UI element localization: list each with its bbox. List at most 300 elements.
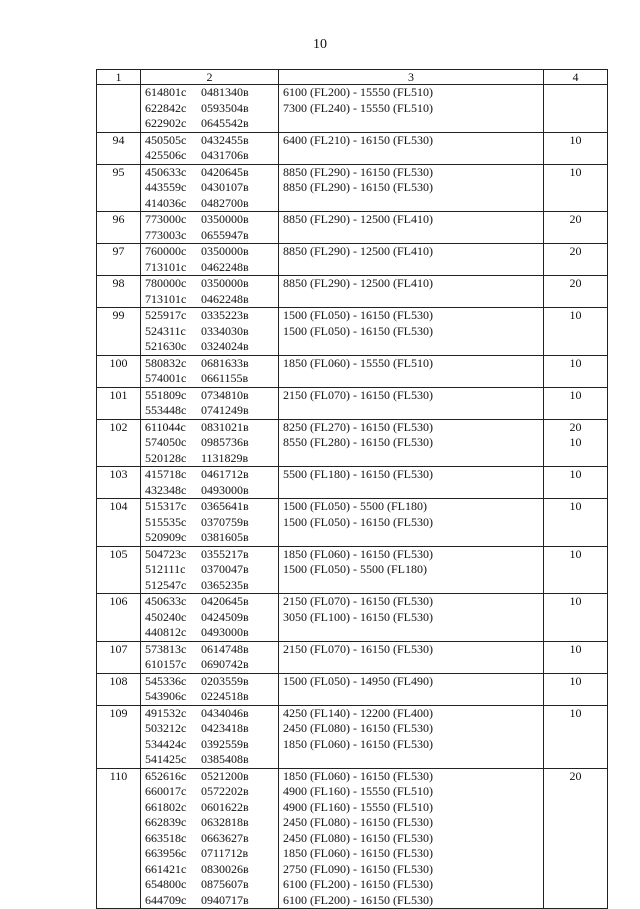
latitude: 773003c <box>145 227 187 242</box>
latitude: 661421c <box>145 861 187 876</box>
coordinate-pair <box>145 706 274 722</box>
row-number: 95 <box>97 164 141 212</box>
value: 10 <box>569 435 582 449</box>
coordinates-cell <box>141 594 279 642</box>
altitude-cell <box>279 499 544 547</box>
longitude: 0423418в <box>201 721 249 735</box>
latitude: 503212c <box>145 721 187 735</box>
altitude-range: 1500 (FL050) - 5500 (FL180) <box>283 499 427 513</box>
longitude: 0434046в <box>201 705 249 720</box>
coordinates-cell <box>141 419 279 467</box>
coordinate-pair <box>145 292 274 308</box>
row-number: 105 <box>97 546 141 594</box>
coordinate-pair <box>145 483 274 499</box>
value: 10 <box>569 467 582 481</box>
value-cell <box>544 164 608 212</box>
latitude: 515535c <box>145 514 187 529</box>
coordinate-pair <box>145 674 274 690</box>
altitude-cell <box>279 387 544 419</box>
latitude: 450633c <box>145 594 187 608</box>
table-row <box>97 212 608 244</box>
latitude: 713101c <box>145 291 187 306</box>
latitude: 520128c <box>145 450 187 465</box>
latitude: 551809c <box>145 387 187 402</box>
latitude: 415718c <box>145 467 187 481</box>
table-row <box>97 467 608 499</box>
longitude: 0420645в <box>201 164 249 179</box>
longitude: 0741249в <box>201 403 249 417</box>
coordinates-cell <box>141 244 279 276</box>
coordinate-pair <box>145 339 274 355</box>
longitude: 0350000в <box>201 244 249 258</box>
altitude-range: 1850 (FL060) - 16150 (FL530) <box>283 546 433 561</box>
longitude: 0593504в <box>201 100 249 115</box>
altitude-cell <box>279 546 544 594</box>
latitude: 545336c <box>145 673 187 688</box>
coordinate-pair <box>145 893 274 909</box>
row-number: 100 <box>97 355 141 387</box>
coordinate-pair <box>145 133 274 149</box>
value: 20 <box>569 276 582 290</box>
value: 10 <box>569 132 582 147</box>
latitude: 541425c <box>145 752 187 766</box>
latitude: 450633c <box>145 164 187 179</box>
row-number: 109 <box>97 705 141 768</box>
altitude-range: 1850 (FL060) - 16150 (FL530) <box>283 736 433 751</box>
row-number: 97 <box>97 244 141 276</box>
table-row <box>97 308 608 356</box>
altitude-range: 8850 (FL290) - 12500 (FL410) <box>283 244 433 258</box>
altitude-range: 1500 (FL050) - 14950 (FL490) <box>283 673 433 688</box>
coordinate-pair <box>145 276 274 292</box>
table-row <box>97 164 608 212</box>
value-cell <box>544 212 608 244</box>
row-number: 104 <box>97 499 141 547</box>
coordinates-cell <box>141 768 279 909</box>
altitude-range: 4250 (FL140) - 12200 (FL400) <box>283 705 433 720</box>
altitude-cell <box>279 212 544 244</box>
table-row <box>97 673 608 705</box>
altitude-range: 1500 (FL050) - 5500 (FL180) <box>283 562 427 576</box>
altitude-cell <box>279 355 544 387</box>
value-cell <box>544 132 608 164</box>
altitude-range: 3050 (FL100) - 16150 (FL530) <box>283 609 433 624</box>
coordinate-pair <box>145 467 274 483</box>
altitude-range: 7300 (FL240) - 15550 (FL510) <box>283 100 433 115</box>
latitude: 610157c <box>145 657 187 671</box>
coordinates-cell <box>141 308 279 356</box>
latitude: 553448c <box>145 403 187 417</box>
value-cell <box>544 768 608 909</box>
latitude: 521630c <box>145 339 187 353</box>
latitude: 654800c <box>145 877 187 891</box>
value-cell <box>544 673 608 705</box>
table-row <box>97 546 608 594</box>
row-number: 94 <box>97 132 141 164</box>
longitude: 0334030в <box>201 323 249 338</box>
latitude: 773000c <box>145 212 187 226</box>
coordinates-cell <box>141 499 279 547</box>
latitude: 491532c <box>145 705 187 720</box>
row-number: 102 <box>97 419 141 467</box>
longitude: 0424509в <box>201 609 249 624</box>
coordinate-pair <box>145 116 274 132</box>
value: 20 <box>569 212 582 226</box>
latitude: 614801c <box>145 85 187 99</box>
longitude: 0985736в <box>201 435 249 449</box>
latitude: 622842c <box>145 100 187 115</box>
value: 10 <box>569 594 582 608</box>
coordinates-cell <box>141 705 279 768</box>
altitude-cell <box>279 132 544 164</box>
longitude: 0365641в <box>201 499 249 513</box>
value-cell <box>544 499 608 547</box>
altitude-cell <box>279 276 544 308</box>
row-number: 103 <box>97 467 141 499</box>
longitude: 0645542в <box>201 116 249 130</box>
coordinate-pair <box>145 388 274 404</box>
table-header-row <box>97 70 608 85</box>
value-cell <box>544 355 608 387</box>
coordinate-pair <box>145 657 274 673</box>
longitude: 0875607в <box>201 877 249 891</box>
value: 10 <box>569 499 582 513</box>
row-number: 101 <box>97 387 141 419</box>
coordinate-pair <box>145 101 274 117</box>
table-row <box>97 705 608 768</box>
coordinates-cell <box>141 164 279 212</box>
coordinates-cell <box>141 641 279 673</box>
table-row <box>97 244 608 276</box>
coordinate-pair <box>145 196 274 212</box>
longitude: 0365235в <box>201 577 249 592</box>
longitude: 0392559в <box>201 736 249 751</box>
row-number: 99 <box>97 308 141 356</box>
value: 10 <box>569 705 582 720</box>
coordinate-pair <box>145 547 274 563</box>
row-number: 106 <box>97 594 141 642</box>
longitude: 0335223в <box>201 308 249 322</box>
value: 10 <box>569 673 582 688</box>
value: 10 <box>569 355 582 370</box>
altitude-cell <box>279 673 544 705</box>
coordinates-cell <box>141 212 279 244</box>
coordinate-pair <box>145 578 274 594</box>
value-cell <box>544 467 608 499</box>
latitude: 611044c <box>145 419 186 434</box>
value: 10 <box>569 308 582 322</box>
altitude-range: 2750 (FL090) - 16150 (FL530) <box>283 861 433 876</box>
latitude: 432348c <box>145 482 187 497</box>
coordinates-cell <box>141 355 279 387</box>
table-row <box>97 85 608 133</box>
altitude-range: 2150 (FL070) - 16150 (FL530) <box>283 641 433 656</box>
coordinate-pair <box>145 846 274 862</box>
altitude-range: 1850 (FL060) - 15550 (FL510) <box>283 355 433 370</box>
coordinate-pair <box>145 752 274 768</box>
altitude-range: 6100 (FL200) - 16150 (FL530) <box>283 877 433 891</box>
latitude: 443559c <box>145 180 187 194</box>
table-row <box>97 594 608 642</box>
value-cell <box>544 594 608 642</box>
value-cell <box>544 308 608 356</box>
latitude: 512111c <box>145 562 186 576</box>
longitude: 0432455в <box>201 132 249 147</box>
coordinates-cell <box>141 387 279 419</box>
value: 20 <box>569 419 582 434</box>
latitude: 574050c <box>145 435 187 449</box>
longitude: 0661155в <box>201 371 249 385</box>
value: 10 <box>569 387 582 402</box>
longitude: 0203559в <box>201 673 249 688</box>
column-header: 1 <box>97 70 141 85</box>
longitude: 0481340в <box>201 85 249 99</box>
coordinate-pair <box>145 877 274 893</box>
coordinates-cell <box>141 467 279 499</box>
coordinates-cell <box>141 546 279 594</box>
coordinate-pair <box>145 244 274 260</box>
coordinate-pair <box>145 260 274 276</box>
coordinate-pair <box>145 831 274 847</box>
latitude: 760000c <box>145 244 187 258</box>
longitude: 0655947в <box>201 227 249 242</box>
latitude: 534424c <box>145 736 187 751</box>
coordinate-pair <box>145 530 274 546</box>
longitude: 0521200в <box>201 768 249 783</box>
latitude: 573813c <box>145 641 187 656</box>
coordinate-pair <box>145 689 274 705</box>
value-cell <box>544 546 608 594</box>
coordinate-pair <box>145 800 274 816</box>
longitude: 0690742в <box>201 657 249 671</box>
altitude-cell <box>279 419 544 467</box>
altitude-cell <box>279 244 544 276</box>
altitude-range: 8250 (FL270) - 16150 (FL530) <box>283 419 433 434</box>
coordinate-pair <box>145 148 274 164</box>
latitude: 662839c <box>145 815 187 829</box>
table-row <box>97 276 608 308</box>
longitude: 0601622в <box>201 799 249 814</box>
latitude: 663518c <box>145 830 187 845</box>
latitude: 450505c <box>145 132 187 147</box>
coordinate-pair <box>145 737 274 753</box>
value: 10 <box>569 164 582 179</box>
latitude: 524311c <box>145 323 186 338</box>
row-number: 98 <box>97 276 141 308</box>
value-cell <box>544 85 608 133</box>
altitude-range: 1500 (FL050) - 16150 (FL530) <box>283 323 433 338</box>
latitude: 512547c <box>145 577 187 592</box>
altitude-range: 8850 (FL290) - 16150 (FL530) <box>283 164 433 179</box>
coordinate-pair <box>145 165 274 181</box>
longitude: 0385408в <box>201 752 249 766</box>
latitude: 543906c <box>145 689 187 703</box>
value-cell <box>544 387 608 419</box>
longitude: 0420645в <box>201 594 249 608</box>
value-cell <box>544 419 608 467</box>
latitude: 414036c <box>145 195 187 210</box>
value-cell <box>544 244 608 276</box>
coordinate-pair <box>145 515 274 531</box>
coordinate-pair <box>145 499 274 515</box>
altitude-cell <box>279 705 544 768</box>
latitude: 580832c <box>145 355 187 370</box>
coordinate-pair <box>145 815 274 831</box>
latitude: 425506c <box>145 148 187 162</box>
longitude: 0482700в <box>201 195 249 210</box>
coordinate-pair <box>145 435 274 451</box>
altitude-range: 5500 (FL180) - 16150 (FL530) <box>283 467 433 481</box>
coordinate-pair <box>145 356 274 372</box>
latitude: 515317c <box>145 499 187 513</box>
latitude: 661802c <box>145 799 187 814</box>
table-row <box>97 641 608 673</box>
table-row <box>97 419 608 467</box>
coordinate-pair <box>145 451 274 467</box>
value: 10 <box>569 546 582 561</box>
altitude-range: 2450 (FL080) - 16150 (FL530) <box>283 815 433 829</box>
column-header: 2 <box>141 70 279 85</box>
latitude: 525917c <box>145 308 187 322</box>
table-row <box>97 768 608 909</box>
longitude: 0355217в <box>201 546 249 561</box>
latitude: 713101c <box>145 259 187 274</box>
coordinates-cell <box>141 85 279 133</box>
table-row <box>97 355 608 387</box>
coordinates-cell <box>141 276 279 308</box>
value-cell <box>544 641 608 673</box>
longitude: 0224518в <box>201 689 249 703</box>
altitude-range: 8850 (FL290) - 12500 (FL410) <box>283 212 433 226</box>
row-number: 96 <box>97 212 141 244</box>
coordinate-pair <box>145 180 274 196</box>
longitude: 0830026в <box>201 861 249 876</box>
longitude: 0381605в <box>201 530 249 544</box>
altitude-range: 4900 (FL160) - 15550 (FL510) <box>283 784 433 798</box>
latitude: 780000c <box>145 276 187 290</box>
longitude: 0572202в <box>201 784 249 798</box>
altitude-cell <box>279 594 544 642</box>
table-row <box>97 499 608 547</box>
value-cell <box>544 276 608 308</box>
longitude: 0493000в <box>201 482 249 497</box>
altitude-cell <box>279 641 544 673</box>
table-row <box>97 132 608 164</box>
altitude-range: 6100 (FL200) - 15550 (FL510) <box>283 85 433 99</box>
altitude-range: 8850 (FL290) - 16150 (FL530) <box>283 180 433 194</box>
latitude: 652616c <box>145 768 187 783</box>
altitude-range: 6400 (FL210) - 16150 (FL530) <box>283 132 433 147</box>
column-header: 4 <box>544 70 608 85</box>
table-row <box>97 387 608 419</box>
longitude: 0324024в <box>201 339 249 353</box>
longitude: 0940717в <box>201 892 249 907</box>
coordinate-pair <box>145 420 274 436</box>
latitude: 520909c <box>145 530 187 544</box>
coordinates-cell <box>141 132 279 164</box>
altitude-range: 2450 (FL080) - 16150 (FL530) <box>283 830 433 845</box>
table-body <box>97 85 608 909</box>
altitude-range: 4900 (FL160) - 15550 (FL510) <box>283 799 433 814</box>
coordinate-pair <box>145 862 274 878</box>
coordinate-pair <box>145 562 274 578</box>
altitude-cell <box>279 768 544 909</box>
value: 10 <box>569 641 582 656</box>
airspace-table <box>96 69 608 909</box>
coordinate-pair <box>145 610 274 626</box>
longitude: 0370759в <box>201 514 249 529</box>
latitude: 660017c <box>145 784 187 798</box>
value: 20 <box>569 768 582 783</box>
coordinate-pair <box>145 594 274 610</box>
altitude-range: 1850 (FL060) - 16150 (FL530) <box>283 846 433 860</box>
coordinate-pair <box>145 228 274 244</box>
row-number: 110 <box>97 768 141 909</box>
longitude: 1131829в <box>201 450 249 465</box>
longitude: 0681633в <box>201 355 249 370</box>
longitude: 0462248в <box>201 291 249 306</box>
coordinate-pair <box>145 85 274 101</box>
coordinate-pair <box>145 642 274 658</box>
longitude: 0614748в <box>201 641 249 656</box>
value-cell <box>544 705 608 768</box>
altitude-range: 1500 (FL050) - 16150 (FL530) <box>283 308 433 322</box>
longitude: 0493000в <box>201 625 249 639</box>
row-number <box>97 85 141 133</box>
latitude: 450240c <box>145 609 187 624</box>
longitude: 0462248в <box>201 259 249 274</box>
altitude-range: 1500 (FL050) - 16150 (FL530) <box>283 514 433 529</box>
longitude: 0711712в <box>201 846 249 860</box>
latitude: 663956c <box>145 846 187 860</box>
coordinate-pair <box>145 324 274 340</box>
altitude-range: 1850 (FL060) - 16150 (FL530) <box>283 768 433 783</box>
coordinate-pair <box>145 403 274 419</box>
coordinate-pair <box>145 625 274 641</box>
row-number: 108 <box>97 673 141 705</box>
coordinate-pair <box>145 308 274 324</box>
longitude: 0350000в <box>201 212 249 226</box>
coordinates-cell <box>141 673 279 705</box>
altitude-range: 2450 (FL080) - 16150 (FL530) <box>283 721 433 735</box>
column-header: 3 <box>279 70 544 85</box>
longitude: 0632818в <box>201 815 249 829</box>
coordinate-pair <box>145 769 274 785</box>
latitude: 644709c <box>145 892 187 907</box>
altitude-range: 2150 (FL070) - 16150 (FL530) <box>283 387 433 402</box>
altitude-range: 8850 (FL290) - 12500 (FL410) <box>283 276 433 290</box>
longitude: 0370047в <box>201 562 249 576</box>
latitude: 504723c <box>145 546 187 561</box>
coordinate-pair <box>145 784 274 800</box>
longitude: 0431706в <box>201 148 249 162</box>
latitude: 622902c <box>145 116 187 130</box>
altitude-cell <box>279 164 544 212</box>
row-number: 107 <box>97 641 141 673</box>
coordinate-pair <box>145 371 274 387</box>
altitude-cell <box>279 308 544 356</box>
longitude: 0430107в <box>201 180 249 194</box>
altitude-cell <box>279 85 544 133</box>
page-number: 10 <box>313 37 327 52</box>
longitude: 0663627в <box>201 830 249 845</box>
longitude: 0461712в <box>201 467 249 481</box>
coordinate-pair <box>145 212 274 228</box>
altitude-range: 8550 (FL280) - 16150 (FL530) <box>283 435 433 449</box>
longitude: 0831021в <box>201 419 249 434</box>
altitude-range: 6100 (FL200) - 16150 (FL530) <box>283 892 433 907</box>
altitude-cell <box>279 467 544 499</box>
